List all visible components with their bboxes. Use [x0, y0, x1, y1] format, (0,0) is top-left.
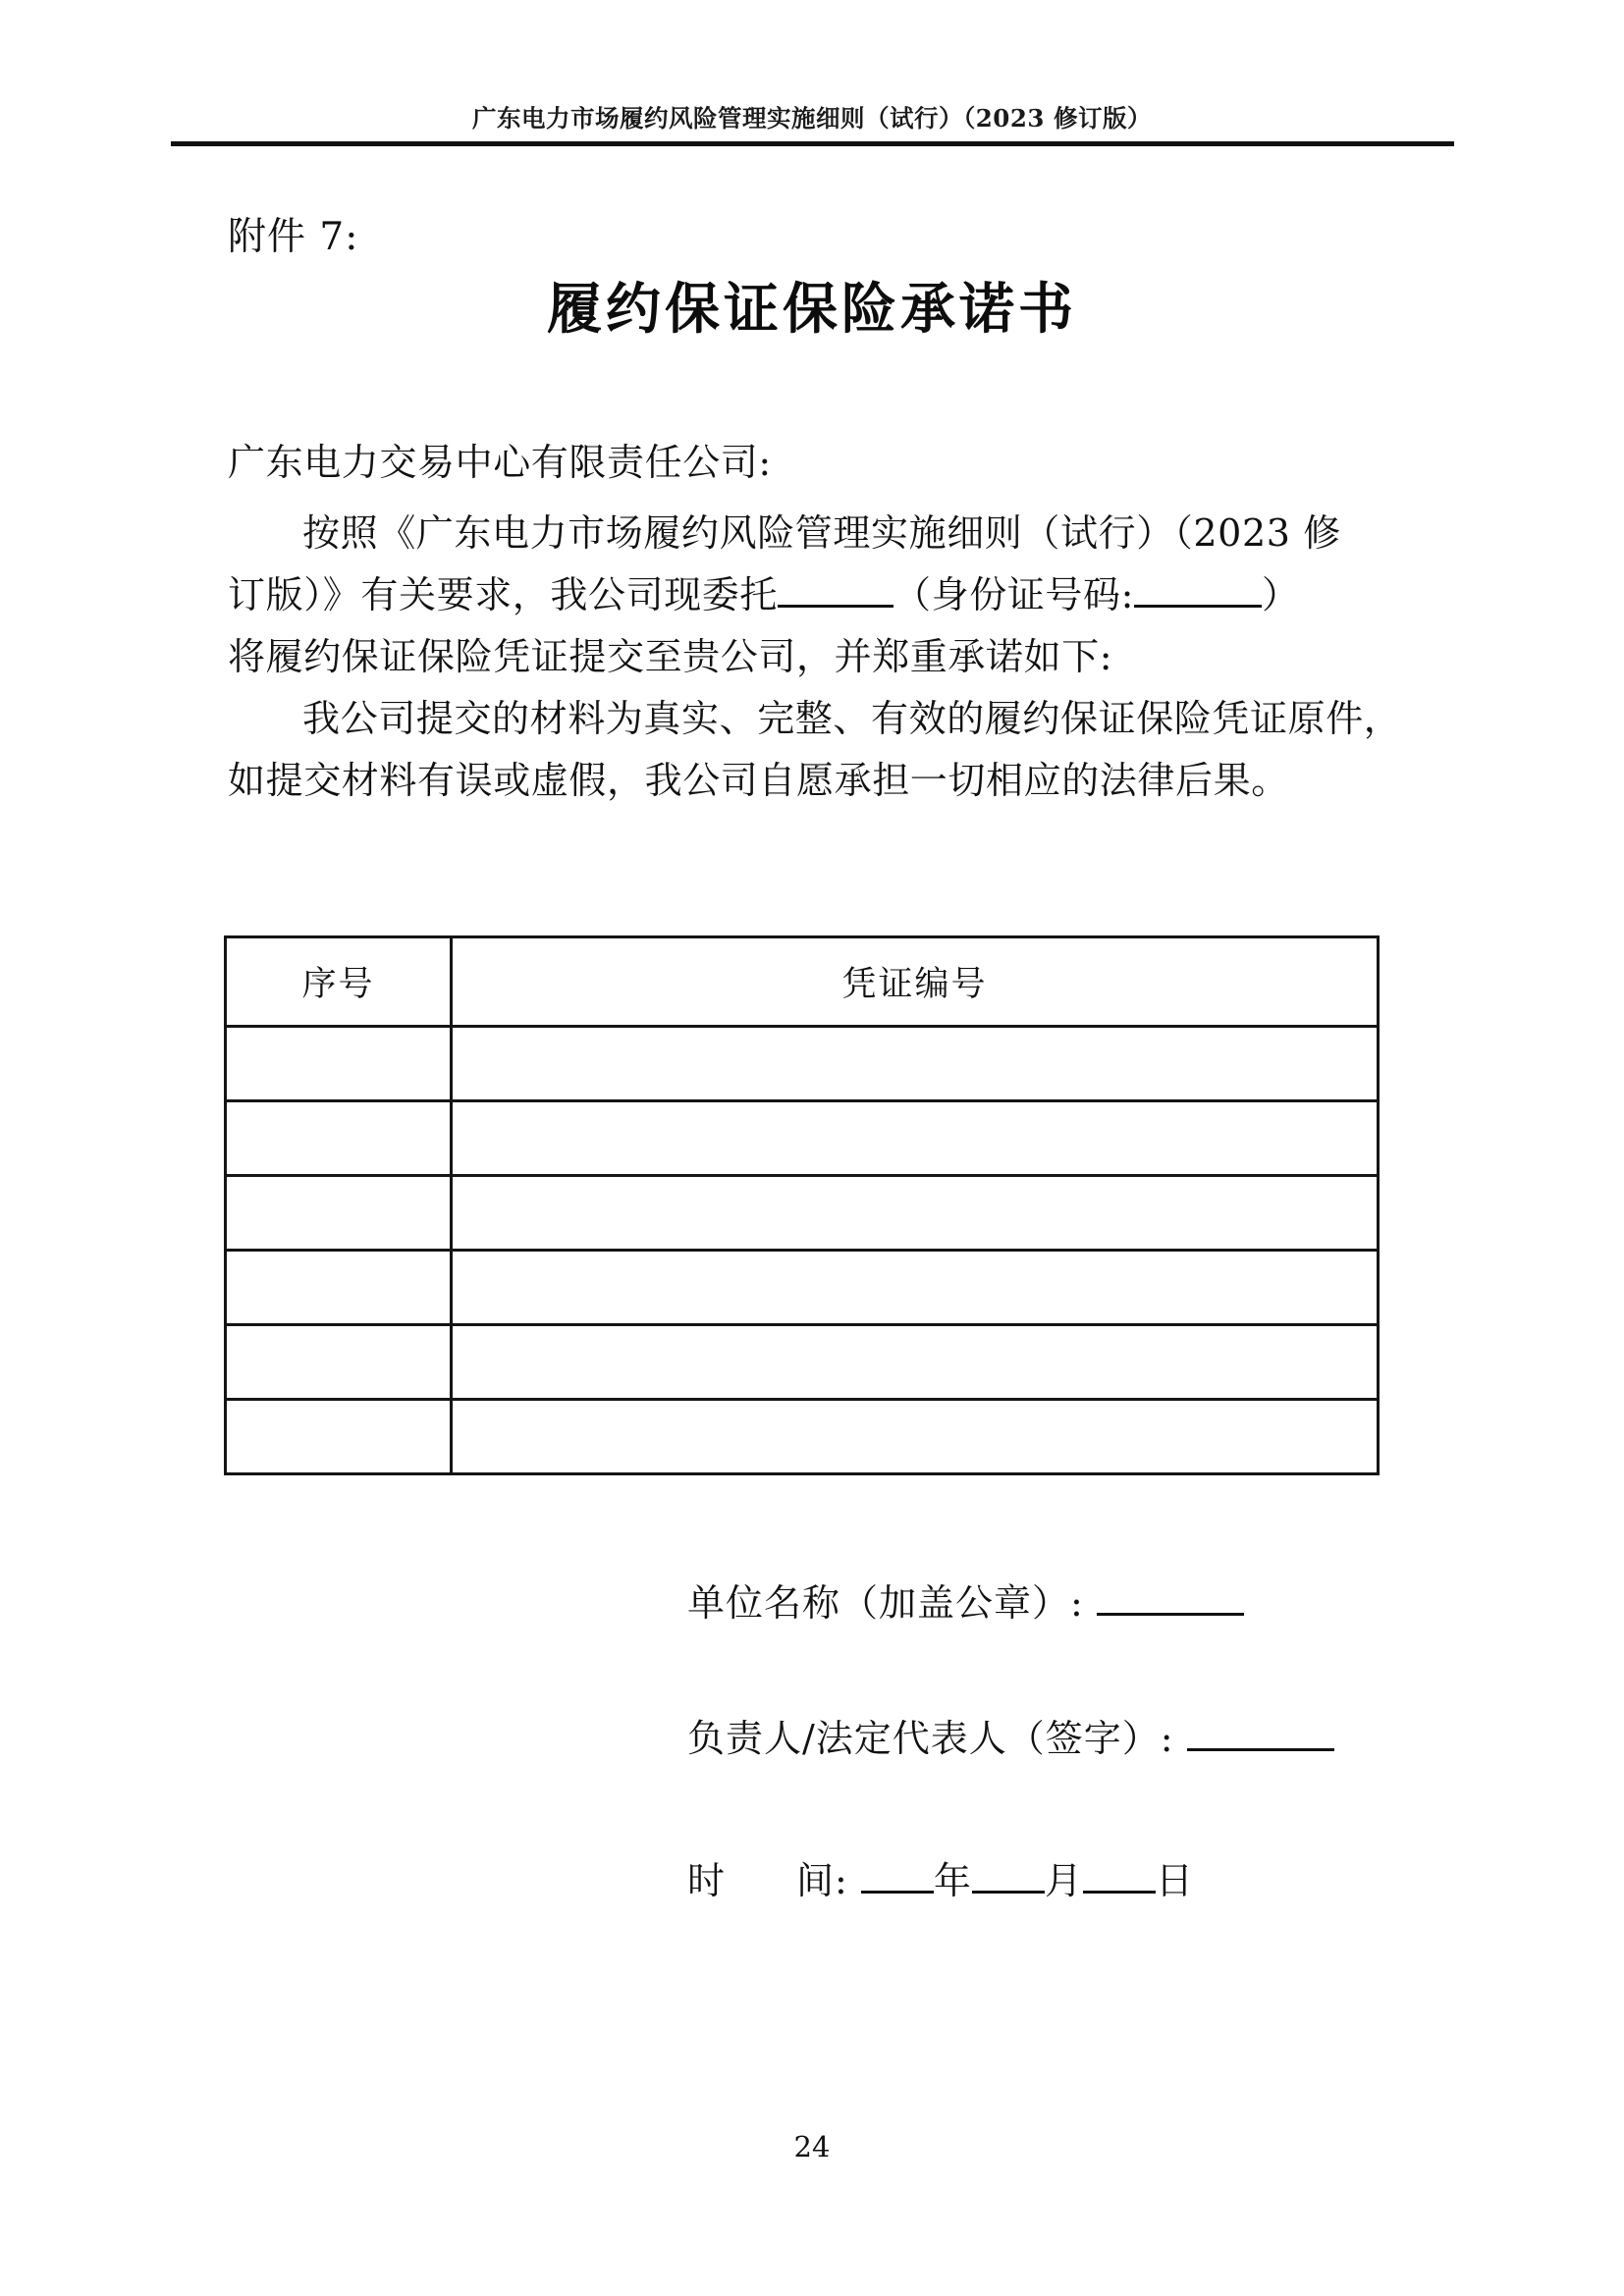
table-cell-voucher-number[interactable]: [452, 1400, 1379, 1474]
date-month-unit: 月: [1044, 1859, 1083, 1903]
page-number: 24: [793, 2130, 831, 2163]
table-cell-index[interactable]: [226, 1325, 452, 1400]
paragraph-1-line-2-text-a: 订版）》有关要求，我公司现委托: [228, 573, 779, 616]
paragraph-1-line-1: 按照《广东电力市场履约风险管理实施细则（试行）（2023 修: [302, 511, 1341, 555]
representative-label: 负责人/法定代表人（签字）:: [687, 1716, 1174, 1760]
table-cell-voucher-number[interactable]: [452, 1027, 1379, 1101]
page-title: 履约保证保险承诺书: [547, 277, 1077, 342]
paragraph-2-line-2: 如提交材料有误或虚假，我公司自愿承担一切相应的法律后果。: [228, 759, 1289, 802]
paragraph-1-line-2-text-c: ）: [1262, 573, 1300, 616]
table-cell-index[interactable]: [226, 1176, 452, 1251]
unit-name-line: [687, 1581, 1394, 1627]
date-day-unit: 日: [1155, 1859, 1194, 1903]
date-label: 时: [687, 1859, 727, 1903]
unit-name-blank[interactable]: [1097, 1613, 1244, 1616]
table-cell-voucher-number[interactable]: [452, 1176, 1379, 1251]
table-header-row: [226, 937, 1379, 1027]
table-cell-voucher-number[interactable]: [452, 1325, 1379, 1400]
date-day-blank[interactable]: [1083, 1891, 1156, 1894]
addressee-line: 广东电力交易中心有限责任公司:: [228, 441, 772, 484]
paragraph-2-line-1: 我公司提交的材料为真实、完整、有效的履约保证保险凭证原件，: [302, 697, 1402, 740]
signature-spacer: [687, 1761, 1394, 1859]
date-label-colon: 间:: [796, 1859, 848, 1903]
signature-block: [687, 1581, 1394, 1904]
table-row: [226, 1251, 1379, 1325]
date-month-blank[interactable]: [972, 1891, 1045, 1894]
page-header: [0, 0, 1624, 146]
entrusted-person-blank[interactable]: [778, 605, 893, 608]
table-row: [226, 1027, 1379, 1101]
paragraph-spacer: [228, 494, 1396, 503]
table-row: [226, 1325, 1379, 1400]
running-header-title: 广东电力市场履约风险管理实施细则（试行）（2023 修订版）: [472, 104, 1152, 133]
signature-spacer: [687, 1627, 1394, 1717]
id-number-blank[interactable]: [1134, 605, 1262, 608]
paragraph-1-line-2: [228, 564, 1396, 626]
paragraph-1-line-2-text-b: （身份证号码:: [893, 573, 1135, 616]
table-cell-voucher-number[interactable]: [452, 1251, 1379, 1325]
table-cell-voucher-number[interactable]: [452, 1101, 1379, 1176]
representative-line: [687, 1717, 1394, 1762]
table-cell-index[interactable]: [226, 1101, 452, 1176]
attachment-label: 附件 7:: [228, 215, 359, 259]
voucher-table: [224, 935, 1380, 1475]
header-divider-rule: [171, 141, 1454, 146]
representative-signature-blank[interactable]: [1187, 1748, 1334, 1751]
table-header-index: 序号: [226, 937, 452, 1027]
table-row: [226, 1400, 1379, 1474]
table-cell-index[interactable]: [226, 1400, 452, 1474]
date-year-blank[interactable]: [861, 1891, 934, 1894]
date-year-unit: 年: [933, 1859, 972, 1903]
paragraph-1-line-3: 将履约保证保险凭证提交至贵公司，并郑重承诺如下:: [228, 635, 1113, 678]
unit-name-label: 单位名称（加盖公章）:: [687, 1581, 1084, 1625]
table-cell-index[interactable]: [226, 1027, 452, 1101]
document-body: [228, 432, 1402, 812]
table-row: [226, 1101, 1379, 1176]
date-line: [687, 1859, 1394, 1904]
table-cell-index[interactable]: [226, 1251, 452, 1325]
table-header-voucher-number: 凭证编号: [452, 937, 1379, 1027]
table-row: [226, 1176, 1379, 1251]
